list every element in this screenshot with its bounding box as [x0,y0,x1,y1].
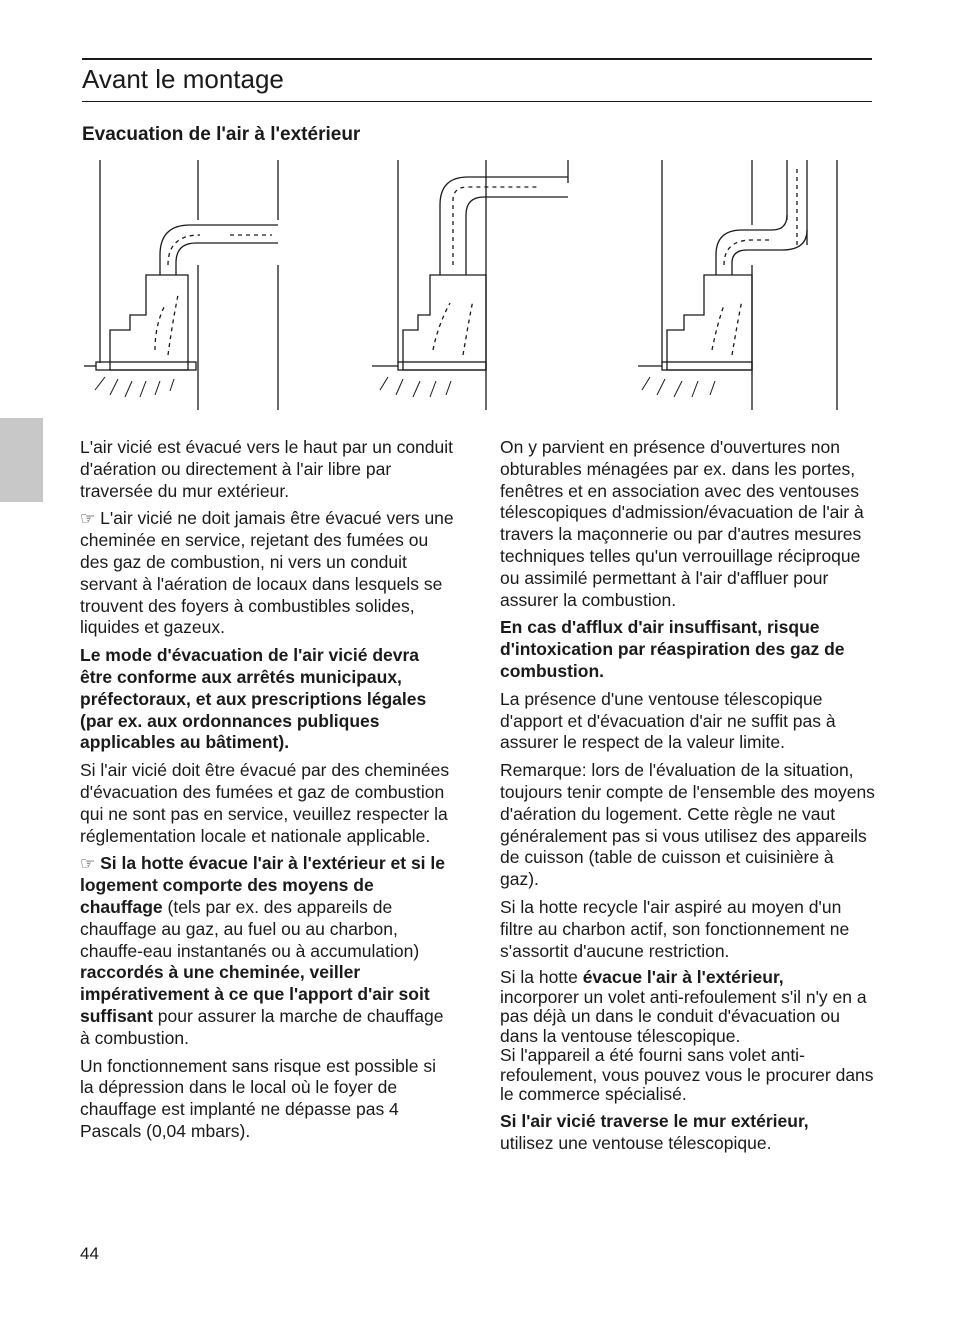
paragraph: La présence d'une ventouse télescopique d'apport et d'évacuation d'air ne suffit pas à assurer le respect de la valeur limite. [500,688,836,753]
side-tab-marker [0,418,43,502]
hood-exhaust-vertical-diagram [368,155,578,413]
heating-warning-text: (tels par ex. des appareils de chauffage au gaz, au fuel ou au charbon, chauffe-eau instantanés ou à accumulation) [80,896,420,961]
backflow-text: Si l'appareil a été fourni sans volet anti-refoulement, vous pouvez vous le procurer dans le commerce spécialisé. [500,1045,874,1105]
paragraph: L'air vicié est évacué vers le haut par un conduit d'aération ou directement à l'air libre par traversée du mur extérieur. [80,437,453,501]
section-title: Evacuation de l'air à l'extérieur [82,124,361,145]
pointing-hand-icon: ☞ [80,509,96,529]
left-column [80,437,454,1149]
header-bottom-rule [82,101,872,102]
backflow-text: Si la hotte [500,967,583,988]
backflow-bold: évacue l'air à l'extérieur, [582,967,784,988]
regulation-notice: Le mode d'évacuation de l'air vicié devra être conforme aux arrêtés municipaux, préfectoraux, et aux prescriptions légales (par ex. aux ordonnances publiques applicables au bâtiment). [80,645,427,753]
page-title: Avant le montage [82,64,284,94]
backflow-flap-paragraph [500,968,875,1105]
warning-text: L'air vicié ne doit jamais être évacué vers une cheminée en service, rejetant des fumées ou des gaz de combustion, ni vers un conduit servant à l'aération de locaux dans lesquels se trouvent des foyers à combustibles solides, liquides et gazeux. [80,508,454,638]
heating-warning-bold: Si la hotte évacue l'air à l'extérieur et si le logement comporte des moyens de chauffage [80,853,445,917]
wall-duct-text: utilisez une ventouse télescopique. [500,1132,772,1153]
heating-warning-bold: raccordés à une cheminée, veiller impérativement à ce que l'apport d'air soit suffisant [80,962,430,1026]
warning-paragraph [80,508,454,639]
backflow-text: incorporer un volet anti-refoulement s'il n'y en a pas déjà un dans le conduit d'évacuation ou dans la ventouse télescopique. [500,986,867,1046]
right-column [500,437,875,1160]
wall-duct-bold: Si l'air vicié traverse le mur extérieur, [500,1110,809,1131]
remark-paragraph: Remarque: lors de l'évaluation de la situation, toujours tenir compte de l'ensemble des moyens d'aération du logement. Cette règle ne vaut généralement pas si vous utilisez des appareils de cuisson (table de cuisson et cuisinière à gaz). [500,760,875,890]
header-top-rule [82,58,872,60]
pointing-hand-icon: ☞ [80,854,96,874]
paragraph: On y parvient en présence d'ouvertures non obturables ménagées par ex. dans les portes, fenêtres et en association avec des ventouses télescopiques d'admission/évacuation de l'air à travers la maçonnerie ou par d'autres mesures techniques telles qu'un verrouillage réciproque ou assimilé permettant à l'air d'affluer pour assurer la combustion. [500,437,864,610]
hood-exhaust-horizontal-diagram [80,155,290,413]
hood-exhaust-roof-diagram [632,155,842,413]
paragraph: Si l'air vicié doit être évacué par des cheminées d'évacuation des fumées et gaz de combustion qui ne sont pas en service, veuillez respecter la réglementation locale et nationale applicable. [80,760,450,846]
page-number: 44 [80,1244,99,1263]
heating-warning-text: pour assurer la marche de chauffage à combustion. [80,1005,444,1048]
wall-duct-paragraph [500,1111,875,1155]
paragraph: Si la hotte recycle l'air aspiré au moyen d'un filtre au charbon actif, son fonctionnement ne s'assortit d'aucune restriction. [500,896,850,961]
paragraph: Un fonctionnement sans risque est possible si la dépression dans le local où le foyer de chauffage est implanté ne dépasse pas 4 Pascals (0,04 mbars). [80,1055,437,1141]
danger-notice: En cas d'afflux d'air insuffisant, risque d'intoxication par réaspiration des gaz de combustion. [500,617,845,681]
heating-warning [80,853,454,1049]
